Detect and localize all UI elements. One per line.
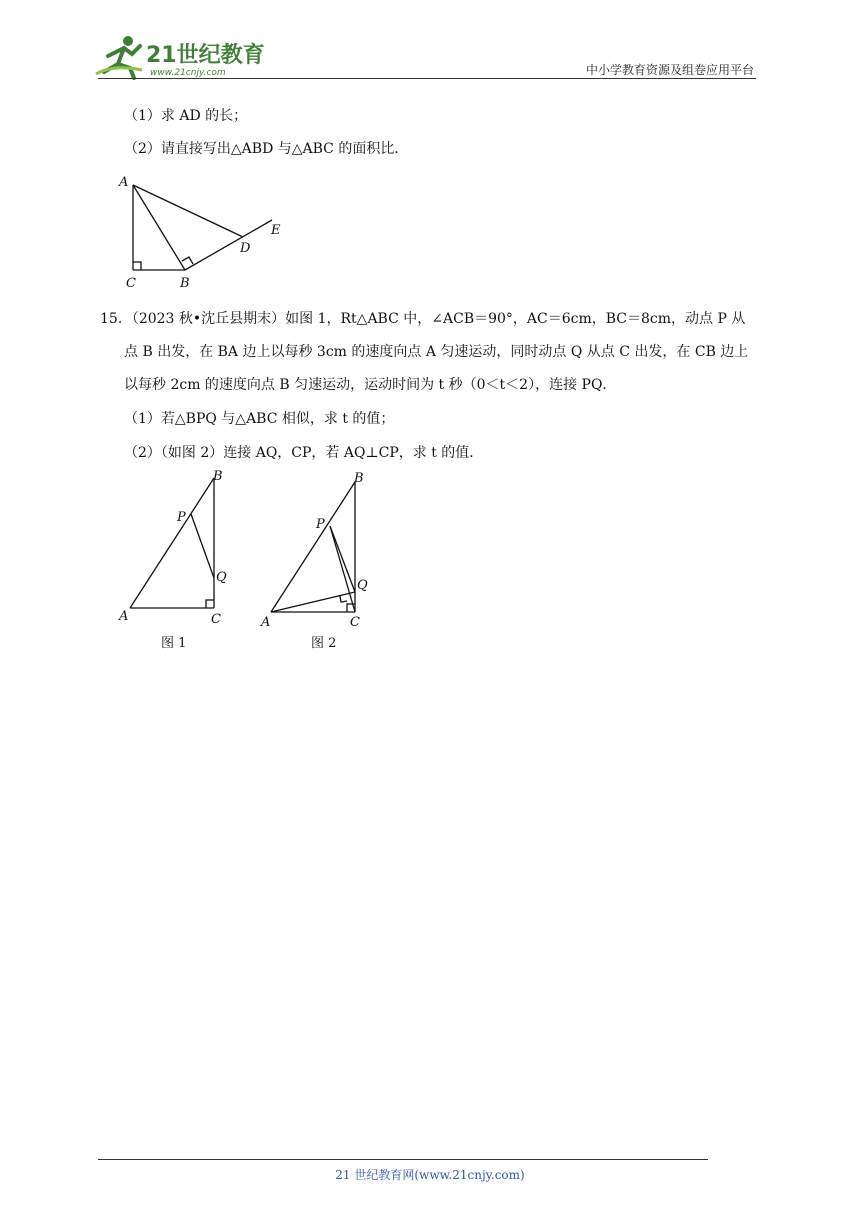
fig2-label-a: A: [261, 615, 271, 630]
q14-label-b: B: [180, 276, 190, 291]
header-platform-text: 中小学教育资源及组卷应用平台: [585, 63, 754, 77]
q14-part2: （2）请直接写出△ABD 与△ABC 的面积比．: [124, 141, 409, 157]
fig2-label-p: P: [316, 517, 325, 532]
svg-text:www.21cnjy.com: www.21cnjy.com: [150, 68, 226, 78]
q15-line3: 以每秒 2cm 的速度向点 B 匀速运动，运动时间为 t 秒（0＜t＜2），连接 PQ．: [124, 377, 617, 393]
svg-text:21世纪教育: 21世纪教育: [146, 43, 264, 68]
q14-label-c: C: [126, 276, 136, 291]
q15-part2: （2）（如图 2）连接 AQ，CP，若 AQ⊥CP，求 t 的值．: [124, 445, 484, 461]
fig1-label-c: C: [211, 612, 221, 627]
fig1-label-a: A: [119, 609, 129, 624]
runner-icon: [96, 36, 142, 78]
fig1-label-b: B: [213, 469, 223, 484]
footer-divider: [98, 1159, 708, 1160]
fig2-label-c: C: [350, 615, 360, 630]
q14-figure: [110, 170, 300, 292]
fig2-label-b: B: [354, 471, 364, 486]
q14-part1: （1）求 AD 的长；: [124, 108, 248, 124]
q15-figure-1: [115, 468, 245, 654]
fig1-label-p: P: [177, 510, 186, 525]
footer-link[interactable]: 21 世纪教育网(www.21cnjy.com): [335, 1168, 525, 1182]
q14-label-e: E: [271, 223, 281, 238]
fig1-caption: 图 1: [161, 636, 187, 651]
q15-figure-2: [256, 468, 386, 654]
fig2-label-q: Q: [357, 578, 368, 593]
site-logo: [94, 34, 264, 80]
q15-line1: 15．（2023 秋•沈丘县期末）如图 1，Rt△ABC 中，∠ACB＝90°，AC＝6cm，BC＝8cm，动点 P 从: [100, 311, 746, 327]
fig2-caption: 图 2: [311, 636, 337, 651]
q15-line2: 点 B 出发，在 BA 边上以每秒 3cm 的速度向点 A 匀速运动，同时动点 Q 从点 C 出发，在 CB 边上: [124, 344, 749, 360]
q15-part1: （1）若△BPQ 与△ABC 相似，求 t 的值；: [124, 411, 395, 427]
header-divider: [98, 78, 756, 79]
fig1-label-q: Q: [216, 570, 227, 585]
q14-label-d: D: [240, 241, 251, 256]
q14-label-a: A: [119, 175, 129, 190]
